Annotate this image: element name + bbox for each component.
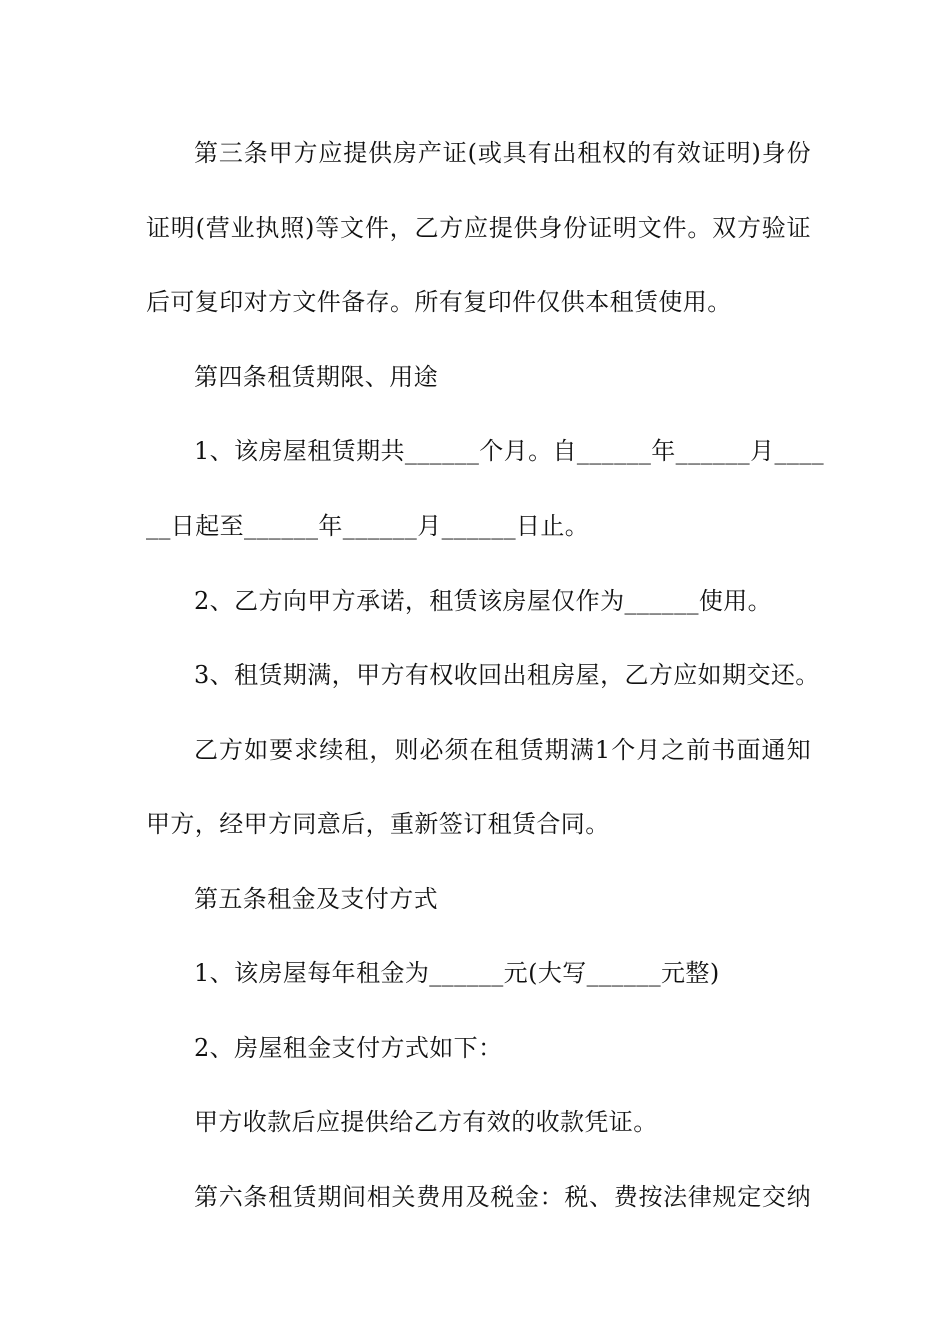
- article-5-item-2: 2、房屋租金支付方式如下：: [194, 1034, 503, 1062]
- article-3-line-2: 证明(营业执照)等文件，乙方应提供身份证明文件。双方验证: [146, 214, 811, 242]
- article-5-heading: 第五条租金及支付方式: [194, 885, 438, 913]
- article-3-line-3: 后可复印对方文件备存。所有复印件仅供本租赁使用。: [146, 288, 732, 316]
- renewal-line-2: 甲方，经甲方同意后，重新签订租赁合同。: [146, 810, 610, 838]
- article-4-item-1-line-1: 1、该房屋租赁期共______个月。自______年______月____: [194, 437, 825, 465]
- article-5-item-1: 1、该房屋每年租金为______元(大写______元整): [194, 959, 720, 987]
- article-4-item-2: 2、乙方向甲方承诺，租赁该房屋仅作为______使用。: [194, 587, 773, 615]
- article-4-item-1-line-2: __日起至______年______月______日止。: [146, 512, 590, 540]
- article-4-item-3: 3、租赁期满，甲方有权收回出租房屋，乙方应如期交还。: [194, 661, 820, 689]
- article-4-heading: 第四条租赁期限、用途: [194, 363, 438, 391]
- article-3-line-1: 第三条甲方应提供房产证(或具有出租权的有效证明)身份: [194, 139, 811, 167]
- article-6-line-1: 第六条租赁期间相关费用及税金：税、费按法律规定交纳: [194, 1183, 811, 1211]
- article-5-receipt-line: 甲方收款后应提供给乙方有效的收款凭证。: [194, 1108, 658, 1136]
- renewal-line-1: 乙方如要求续租，则必须在租赁期满1个月之前书面通知: [194, 736, 811, 764]
